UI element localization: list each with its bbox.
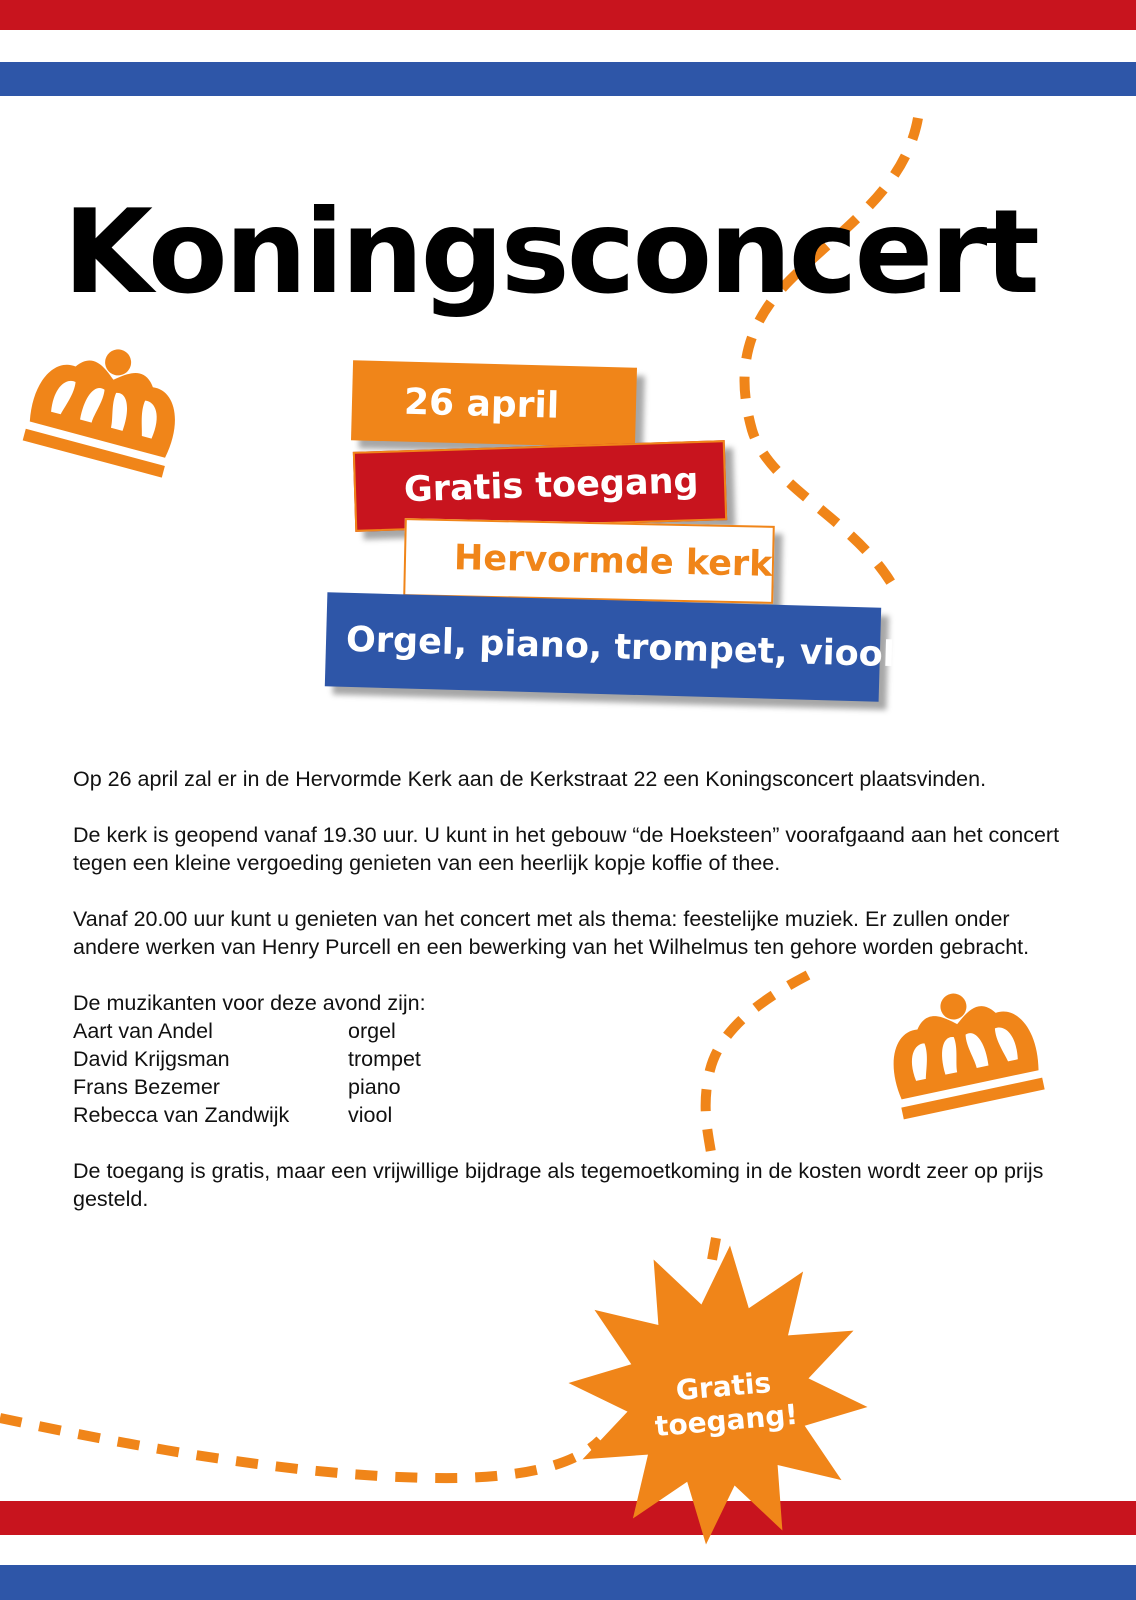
musician-row [73, 1045, 1063, 1073]
instruments-label [325, 592, 896, 701]
paragraph-intro: Op 26 april zal er in de Hervormde Kerk aan de Kerkstraat 22 een Koningsconcert plaatsvinden. [73, 767, 987, 791]
musician-instrument: viool [348, 1103, 393, 1127]
flag-stripe-blue-bottom [0, 1565, 1136, 1600]
paragraph-closing: De toegang is gratis, maar een vrijwillige bijdrage als tegemoetkoming in de kosten wordt zeer op prijs gesteld. [73, 1159, 1044, 1211]
starburst-line-1: Gratis [674, 1365, 773, 1408]
musician-name: Aart van Andel [73, 1019, 213, 1043]
date-label-text: 26 april [403, 381, 560, 427]
musician-instrument: piano [348, 1075, 401, 1099]
musicians-list [73, 989, 1063, 1129]
instruments-label-text: Orgel, piano, trompet, viool [345, 619, 896, 676]
date-label [351, 360, 637, 447]
musician-name: Rebecca van Zandwijk [73, 1103, 290, 1127]
venue-label [403, 518, 775, 604]
paragraph-program: Vanaf 20.00 uur kunt u genieten van het concert met als thema: feestelijke muziek. Er zullen onder andere werken van Henry Purcell en een bewerking van het Wilhelmus ten gehore worden gebracht. [73, 907, 1030, 959]
musician-name: David Krijgsman [73, 1047, 230, 1071]
flag-stripe-white-bottom [0, 1535, 1136, 1565]
paragraph-opening: De kerk is geopend vanaf 19.30 uur. U kunt in het gebouw “de Hoeksteen” voorafgaand aan het concert tegen een kleine vergoeding genieten van een heerlijk kopje koffie of thee. [73, 823, 1060, 875]
musician-name: Frans Bezemer [73, 1075, 220, 1099]
crown-icon [23, 331, 192, 477]
musician-row [73, 1017, 1063, 1045]
musicians-heading: De muzikanten voor deze avond zijn: [73, 991, 426, 1015]
starburst-line-2: toegang! [653, 1397, 800, 1444]
body-text [73, 765, 1063, 1241]
musician-instrument: orgel [348, 1019, 396, 1043]
venue-label-text: Hervormde kerk [453, 538, 773, 585]
page-title: Koningsconcert [63, 185, 1037, 320]
musician-row [73, 1073, 1063, 1101]
entry-label-text: Gratis toegang [403, 461, 700, 511]
musician-row [73, 1101, 1063, 1129]
musician-instrument: trompet [348, 1047, 421, 1071]
flag-stripe-red-bottom [0, 1501, 1136, 1535]
